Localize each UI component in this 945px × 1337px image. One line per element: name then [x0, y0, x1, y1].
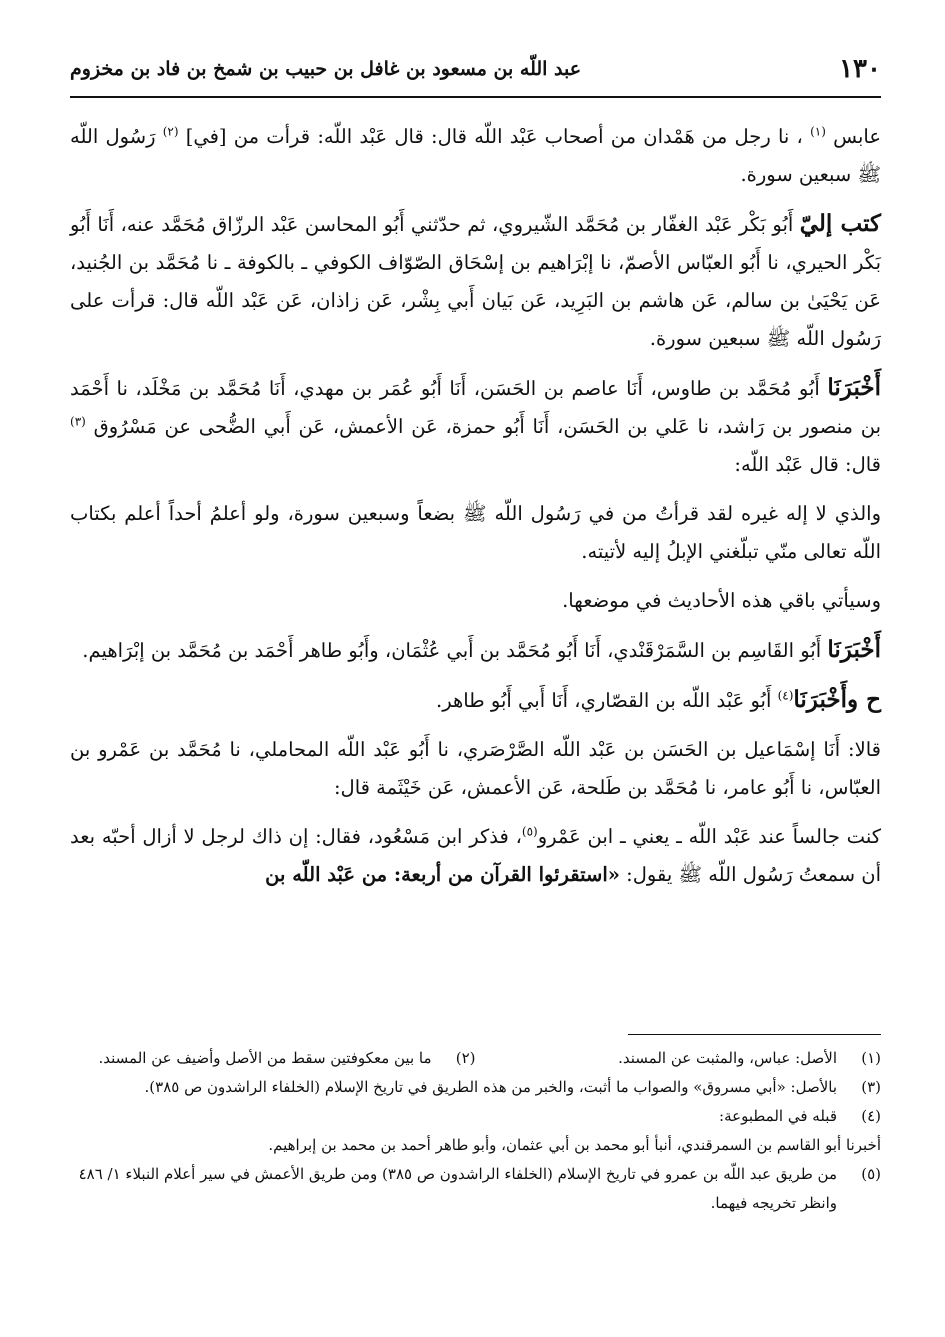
- text-span: رَسُول اللّه ﷺ سبعين سورة.: [70, 125, 881, 186]
- paragraph-8: قالا: أَنَا إسْمَاعيل بن الحَسَن بن عَبْد اللّه الصَّرْصَري، نا أَبُو عَبْد اللّه المحاملي، نا مُحَمَّد بن عَمْرو بن العبّاس، نا أَبُو عامر، نا مُحَمَّد بن طَلحة، عَن الأعمش، عَن خَيْثَمة قال:: [70, 738, 881, 799]
- footnote-text: بالأصل: «أبي مسروق» والصواب ما أثبت، والخبر من هذه الطريق في تاريخ الإسلام (الخلفاء الراشدون ص ٣٨٥).: [144, 1078, 837, 1096]
- page-header: [70, 50, 881, 98]
- isnad-lead: كتب إليّ: [799, 210, 881, 237]
- paragraph-6: [70, 631, 881, 670]
- footnote-5: [70, 1160, 881, 1218]
- paragraph-1: [70, 118, 881, 194]
- footnote-ref-3: (٣): [70, 414, 86, 429]
- footnote-number: (٣): [861, 1078, 881, 1096]
- footnote-row: [70, 1044, 881, 1073]
- paragraph-5: وسيأتي باقي هذه الأحاديث في موضعها.: [562, 589, 881, 612]
- text-span: قال: قال عَبْد اللّه:: [734, 453, 881, 476]
- footnote-ref-5: (٥): [521, 824, 538, 839]
- footnote-ref-1: (١): [810, 124, 826, 139]
- paragraph-4: والذي لا إله غيره لقد قرأتُ من في رَسُول اللّه ﷺ بضعاً وسبعين سورة، ولو أعلمُ أحداً أعلم بكتاب اللّه تعالى منّي تبلّغني الإبلُ إليه لأتيته.: [70, 502, 881, 563]
- page-number: ١٣٠: [839, 54, 881, 84]
- footnote-text: ما بين معكوفتين سقط من الأصل وأضيف عن المسند.: [98, 1049, 432, 1067]
- text-span: أَبُو بَكْر عَبْد الغفّار بن مُحَمَّد الشّيروي، ثم حدّثني أَبُو المحاسن عَبْد الرزّاق مُحَمَّد عنه، أَنَا أَبُو بَكْر الحيري، نا أَبُو العبّاس الأصمّ، نا إبْرَاهيم بن إسْحَاق الصّوّاف الكوفي ـ بالكوفة ـ نا مُحَمَّد بن الجُنيد، عَن يَحْيَىٰ بن سالم، عَن هاشم بن البَرِيد، عَن بَيان أَبي بِشْر، عَن زاذان، عَن عَبْد اللّه قال: قرأت على رَسُول اللّه ﷺ سبعين سورة.: [70, 213, 881, 350]
- footnote-2: [70, 1044, 476, 1073]
- text-span: أَبُو القَاسِم بن السَّمَرْقَنْدي، أَنَا أَبُو مُحَمَّد بن أَبي عُثْمَان، وأَبُو طاهر أَحْمَد بن مُحَمَّد بن إبْرَاهيم.: [82, 639, 822, 662]
- main-text: [70, 118, 881, 905]
- footnote-separator: [628, 1034, 881, 1035]
- hadith-quote: «استقرئوا القرآن من أربعة: من عَبْد اللّه بن: [265, 863, 620, 886]
- footnote-text: الأصل: عباس، والمثبت عن المسند.: [618, 1049, 837, 1067]
- paragraph-9: [70, 818, 881, 894]
- text-span: أَبُو مُحَمَّد بن طاوس، أَنَا عاصم بن الحَسَن، أَنَا أَبُو عُمَر بن مهدي، أَنَا مُحَمَّد بن مَخْلَد، نا أَحْمَد بن منصور بن رَاشد، نا عَلي بن الحَسَن، أَنَا أَبُو حمزة، عَن الأعمش، عَن أَبي الضُّحى عن مَسْرُوق: [70, 377, 881, 438]
- footnote-ref-4: (٤): [777, 688, 794, 703]
- text-span: كنت جالساً عند عَبْد اللّه ـ يعني ـ ابن عَمْرو: [537, 825, 882, 848]
- paragraph-3: [70, 369, 881, 484]
- footnote-4-extra: أخبرنا أبو القاسم بن السمرقندي، أنبأ أبو محمد بن أبي عثمان، وأبو طاهر أحمد بن محمد بن إبراهيم.: [268, 1136, 881, 1154]
- text-span: ، نا رجل من هَمْدان من أصحاب عَبْد اللّه قال: قال عَبْد اللّه: قرأت من [في]: [185, 125, 803, 148]
- text-span: أَبُو عَبْد اللّه بن القصّاري، أَنَا أَبي أَبُو طاهر.: [436, 689, 772, 712]
- footnote-3: [70, 1073, 881, 1102]
- footnote-1: [476, 1044, 882, 1073]
- footnote-number: (٤): [861, 1107, 881, 1125]
- paragraph-2: [70, 205, 881, 358]
- isnad-lead: أَخْبَرَنَا: [827, 636, 881, 663]
- footnotes: [70, 1044, 881, 1218]
- footnote-number: (٢): [455, 1049, 476, 1067]
- footnote-number: (٥): [861, 1165, 881, 1183]
- footnote-number: (١): [861, 1049, 881, 1067]
- paragraph-7: [70, 681, 881, 720]
- running-head: عبد اللّه بن مسعود بن غافل بن حبيب بن شمخ بن فاد بن مخزوم: [70, 58, 582, 80]
- text-span: ، فذكر ابن مَسْعُود، فقال: إن ذاك لرجل لا أزال أحبّه بعد أن سمعتُ رَسُول اللّه ﷺ يقول:: [70, 825, 881, 886]
- footnote-ref-2: (٢): [162, 124, 179, 139]
- text-span: عابس: [833, 125, 881, 148]
- footnote-text: من طريق عبد اللّه بن عمرو في تاريخ الإسلام (الخلفاء الراشدون ص ٣٨٥) ومن طريق الأعمش في سير أعلام النبلاء ١/ ٤٨٦ وانظر تخريجه فيهما.: [78, 1165, 837, 1212]
- footnote-text: قبله في المطبوعة:: [719, 1107, 837, 1125]
- footnote-4: [70, 1102, 881, 1131]
- isnad-lead: ح وأَخْبَرَنَا: [793, 686, 881, 713]
- isnad-lead: أَخْبَرَنَا: [827, 374, 882, 401]
